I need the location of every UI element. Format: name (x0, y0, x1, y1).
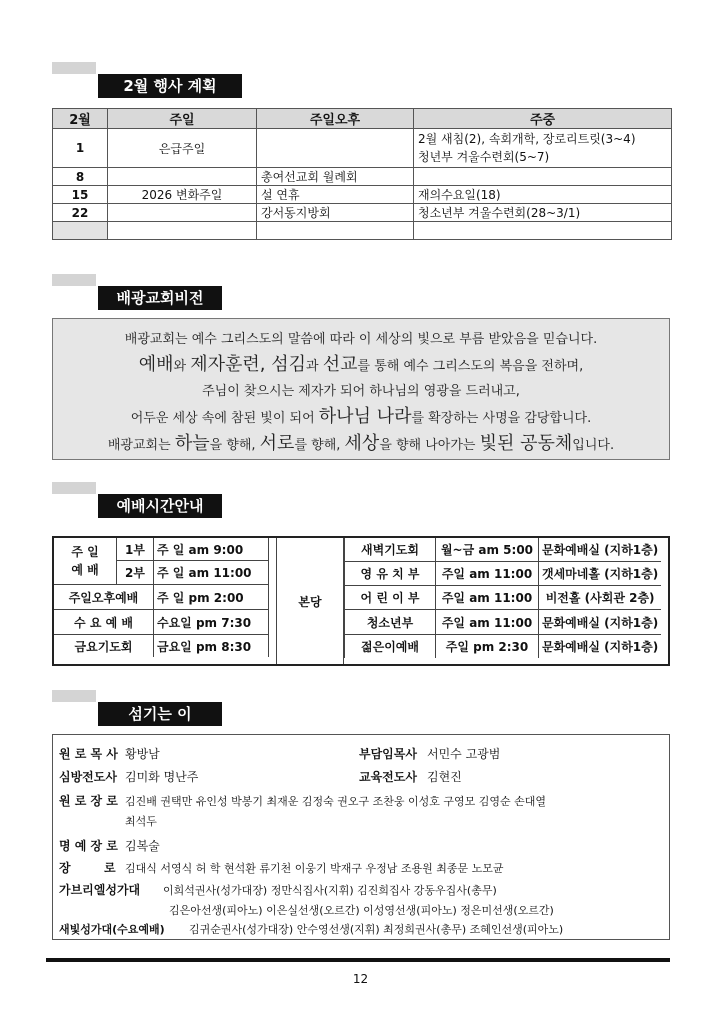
friday-time: 금요일 pm 8:30 (154, 635, 269, 658)
event-day: 8 (53, 168, 108, 186)
staff-role: 부담임목사 (359, 747, 417, 761)
sunday-worship-label (54, 538, 117, 585)
staff-row (359, 768, 462, 785)
staff-role: 교육전도사 (359, 770, 417, 784)
staff-names: 김은아선생(피아노) 이은실선생(오르간) 이성영선생(피아노) 정은미선생(오르간) (169, 904, 554, 917)
vision-line-1: 배광교회는 예수 그리스도의 말씀에 따라 이 세상의 빛으로 부름 받았음을 믿습니다. (124, 332, 598, 347)
staff-row (59, 745, 160, 762)
service-time: 주일 am 11:00 (436, 586, 539, 610)
section-tab-decoration (52, 482, 96, 494)
service-time: 주일 am 11:00 (436, 562, 539, 586)
event-afternoon: 강서동지방회 (257, 204, 414, 222)
event-afternoon (257, 222, 414, 240)
wednesday-label: 수 요 예 배 (54, 610, 154, 635)
section-tab-decoration (52, 274, 96, 286)
part1-label: 1부 (117, 538, 154, 561)
events-header-afternoon: 주일오후 (257, 109, 414, 129)
vision-text: 를 통해 예수 그리스도의 복음을 전하며, (357, 359, 584, 374)
vision-text: 어두운 세상 속에 참된 빛이 되어 (130, 411, 319, 426)
sunday-label-line: 예 배 (71, 563, 99, 577)
afternoon-label: 주일오후예배 (54, 585, 154, 610)
service-name: 새벽기도회 (345, 538, 436, 562)
vision-emph: 빛된 공동체 (479, 433, 573, 454)
staff-names: 김미화 명난주 (125, 770, 199, 784)
vision-line-2 (53, 352, 669, 379)
event-afternoon (257, 129, 414, 168)
staff-names: 황방남 (125, 747, 160, 761)
page-number: 12 (352, 972, 369, 986)
events-section-title: 2월 행사 계획 (98, 74, 242, 98)
vision-emph: 서로 (259, 433, 295, 454)
worship-section-title: 예배시간안내 (98, 494, 222, 518)
vision-emph: 하늘 (174, 433, 210, 454)
vision-text: 을 향해 나아가는 (379, 438, 480, 453)
service-name: 청소년부 (345, 610, 436, 635)
table-row (53, 204, 672, 222)
section-tab-decoration (52, 690, 96, 702)
vision-text: 와 (173, 359, 191, 374)
staff-role: 심방전도사 (59, 770, 117, 784)
staff-row (59, 921, 563, 937)
events-header-sunday: 주일 (108, 109, 257, 129)
staff-role: 명 예 장 로 (59, 839, 118, 853)
vision-line-3: 주님이 찾으시는 제자가 되어 하나님의 영광을 드러내고, (202, 384, 520, 399)
staff-section-title: 섬기는 이 (98, 702, 222, 726)
staff-role: 가브리엘성가대 (59, 883, 141, 897)
worship-right-table (344, 538, 661, 658)
event-weekday-line: 2월 새침(2), 속회개학, 장로리트릿(3~4) (418, 132, 636, 146)
event-sunday: 은급주일 (108, 129, 257, 168)
staff-row (59, 859, 504, 876)
vision-text: 를 확장하는 사명을 감당합니다. (411, 411, 592, 426)
staff-role: 원 로 목 사 (59, 747, 118, 761)
staff-row (59, 837, 160, 854)
staff-box (52, 734, 670, 940)
staff-row (169, 902, 554, 918)
event-weekday (414, 168, 672, 186)
vision-line-5 (53, 431, 669, 458)
event-weekday (414, 222, 672, 240)
staff-names: 김현진 (427, 770, 462, 784)
event-sunday (108, 168, 257, 186)
worship-left-table (54, 538, 269, 657)
service-name: 젊은이예배 (345, 635, 436, 659)
staff-names: 김귀순권사(성가대장) 안수영선생(지휘) 최정희권사(총무) 조혜인선생(피아노) (189, 923, 564, 936)
vision-emph: 제자훈련, 섬김 (190, 354, 307, 375)
friday-label: 금요기도회 (54, 635, 154, 658)
event-afternoon: 설 연휴 (257, 186, 414, 204)
service-place: 문화예배실 (지하1층) (539, 538, 662, 562)
staff-row (125, 813, 157, 829)
section-tab-decoration (52, 62, 96, 74)
part2-time: 주 일 am 11:00 (154, 561, 269, 585)
vision-line-4 (53, 404, 669, 431)
staff-names: 김진배 권택만 유인성 박봉기 최재운 김정숙 권오구 조찬웅 이성호 구영모 김영순 손대열 (125, 795, 546, 808)
event-day: 1 (53, 129, 108, 168)
service-name: 어 린 이 부 (345, 586, 436, 610)
part1-time: 주 일 am 9:00 (154, 538, 269, 561)
service-name: 영 유 치 부 (345, 562, 436, 586)
vision-text: 과 (306, 359, 323, 374)
event-day: 22 (53, 204, 108, 222)
staff-row (359, 745, 500, 762)
vision-text: 을 향해, (209, 438, 260, 453)
staff-names: 김대식 서영식 허 학 현석환 류기천 이웅기 박재구 우정남 조용원 최종문 노모균 (125, 862, 504, 875)
staff-role: 새빛성가대(수요예배) (59, 923, 165, 936)
footer-divider (46, 958, 670, 962)
event-day (53, 222, 108, 240)
event-sunday (108, 222, 257, 240)
vision-box (52, 318, 670, 460)
event-sunday: 2026 변화주일 (108, 186, 257, 204)
service-time: 주일 am 11:00 (436, 610, 539, 635)
staff-names: 서민수 고광범 (427, 747, 501, 761)
events-table (52, 108, 672, 240)
events-header-month: 2월 (53, 109, 108, 129)
vision-text: 입니다. (572, 438, 615, 453)
table-row (53, 168, 672, 186)
venue-label: 본당 (276, 538, 344, 664)
part2-label: 2부 (117, 561, 154, 585)
wednesday-time: 수요일 pm 7:30 (154, 610, 269, 635)
event-weekday: 청소년부 겨울수련회(28~3/1) (414, 204, 672, 222)
vision-emph: 선교 (322, 354, 358, 375)
staff-names: 이희석권사(성가대장) 정만식집사(지휘) 김진희집사 강동우집사(총무) (163, 884, 497, 897)
staff-names: 최석두 (125, 815, 157, 828)
vision-section-title: 배광교회비전 (98, 286, 222, 310)
sunday-label-line: 주 일 (71, 545, 99, 559)
staff-names: 김복술 (125, 839, 160, 853)
staff-role: 원 로 장 로 (59, 794, 118, 808)
vision-emph: 세상 (344, 433, 380, 454)
event-weekday (414, 129, 672, 168)
service-place: 비전홀 (사회관 2층) (539, 586, 662, 610)
event-weekday: 재의수요일(18) (414, 186, 672, 204)
event-afternoon: 총여선교회 월례회 (257, 168, 414, 186)
staff-row (59, 768, 198, 785)
vision-text: 배광교회는 (107, 438, 175, 453)
service-place: 문화예배실 (지하1층) (539, 610, 662, 635)
staff-role: 장 로 (59, 861, 116, 875)
service-place: 갯세마네홀 (지하1층) (539, 562, 662, 586)
service-time: 월~금 am 5:00 (436, 538, 539, 562)
worship-schedule (52, 536, 670, 666)
vision-emph: 예배 (138, 354, 174, 375)
event-sunday (108, 204, 257, 222)
vision-text: 를 향해, (294, 438, 345, 453)
table-row (53, 186, 672, 204)
staff-row (59, 881, 497, 898)
table-row (53, 129, 672, 168)
event-weekday-line: 청년부 겨울수련회(5~7) (418, 150, 550, 164)
afternoon-time: 주 일 pm 2:00 (154, 585, 269, 610)
events-header-weekday: 주중 (414, 109, 672, 129)
staff-row (59, 792, 546, 809)
event-day: 15 (53, 186, 108, 204)
service-time: 주일 pm 2:30 (436, 635, 539, 659)
service-place: 문화예배실 (지하1층) (539, 635, 662, 659)
vision-emph: 하나님 나라 (318, 406, 412, 427)
table-row (53, 222, 672, 240)
